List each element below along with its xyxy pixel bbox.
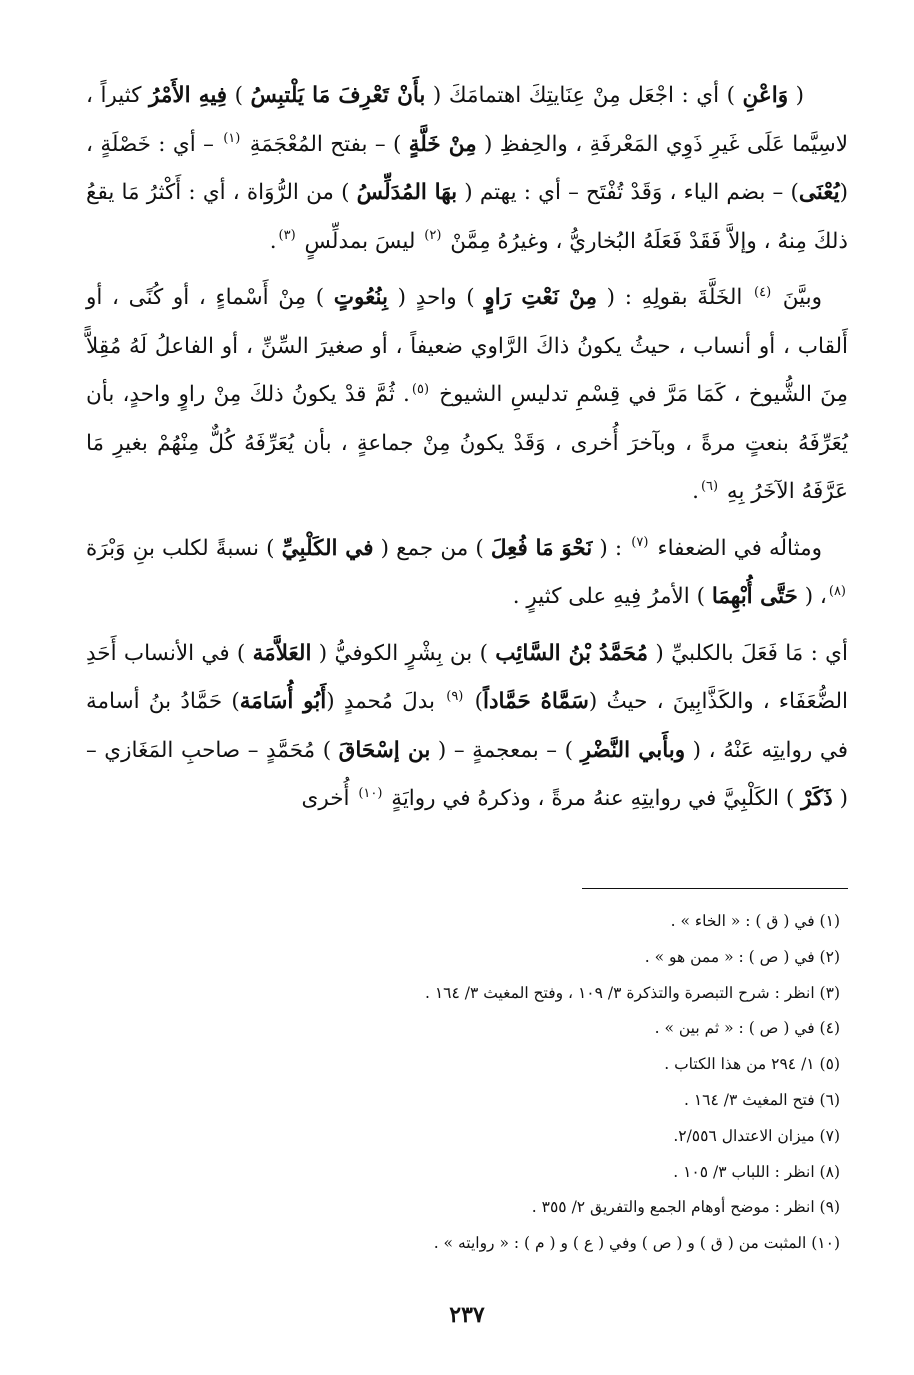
body-text: ) واحدٍ ( (388, 285, 485, 310)
body-text: وبيَّنَ (773, 285, 823, 310)
body-text: ) في الأنساب أَحَدِ الضُّعَفَاء ، والكَذَّابِينَ ، حيثُ ( (86, 640, 848, 714)
footnote-ref: (٣) (278, 228, 296, 244)
paragraph (86, 525, 848, 622)
footnote: (٣) انظر : شرح التبصرة والتذكرة ٣/ ١٠٩ ، وفتح المغيث ٣/ ١٦٤ . (425, 983, 840, 1002)
body-text: ) – بفتح المُعْجَمَةِ (242, 131, 409, 157)
paragraph (86, 72, 848, 266)
key-phrase: مِنْ خَلَّةٍ (408, 131, 477, 157)
key-phrase: بِنُعُوتٍ (333, 285, 388, 310)
footnote: (١) في ( ق ) : « الخاء » . (670, 912, 840, 930)
key-phrase: وبأَبي النَّضْرِ (580, 737, 686, 763)
body-text: . (692, 479, 699, 504)
body-text: ومثالُه في الضعفاء (650, 535, 822, 561)
body-text: أُخرى (301, 786, 357, 811)
body-text: . ثُمَّ قدْ يكونُ ذلكَ مِنْ راوٍ واحدٍ، بأن يُعَرِّفَهُ بنعتٍ مرةً ، وبآخرَ أُخرى ، وَقَدْ يكونُ مِنْ جماعةٍ ، بأن يُعَرِّفَهُ كُلٌّ مِنْهُمْ بغيرِ مَا عَرَّفَهُ الآخَرُ بِهِ (86, 382, 848, 504)
body-text: – أي : خَصْلَةٍ ، ( (86, 131, 848, 205)
footnote-ref: (١) (223, 131, 241, 147)
body-text: ) حَمَّادُ بنُ أسامة في روايتِه عَنْهُ ، ( (86, 689, 849, 763)
footnote-ref: (٩) (446, 688, 464, 704)
body-text: ) مُحَمَّدٍ – صاحبِ المَغَازي – ( (86, 737, 848, 811)
body-text: بدلَ مُحمدٍ ( (326, 689, 445, 714)
page-number: ٢٣٧ (449, 1302, 485, 1328)
footnote: (١٠) المثبت من ( ق ) و ( ص ) وفي ( ع ) و ( م ) : « روايته » . (433, 1234, 840, 1253)
body-text: كثيراً ، لاسِيَّما عَلَى غَيرِ ذَوِي المَعْرفَةِ ، والحِفظِ ( (86, 83, 848, 157)
footnote-ref: (٤) (754, 284, 772, 300)
body-text: الخَلَّةَ بقولِهِ : ( (597, 285, 752, 310)
body-text: ) من جمع ( (373, 535, 491, 561)
key-phrase: حَتَّى أُبْهِمَا (711, 584, 798, 609)
body-text: ) نسبةً لكلب بنِ وَبْرَة (86, 535, 282, 561)
key-phrase: بن إسْحَاقَ (338, 737, 431, 763)
body-text: ) أي : اجْعَل مِنْ عِنَايتِكَ اهتمامَكَ ( (425, 83, 743, 108)
footnote-ref: (١٠) (358, 785, 383, 801)
body-text: ) – بمعجمةٍ – ( (430, 737, 581, 763)
body-text: ) (465, 689, 483, 714)
main-text (86, 72, 848, 824)
footnote: (٨) انظر : اللباب ٣/ ١٠٥ . (673, 1162, 840, 1181)
footnote-ref: (٧) (631, 535, 649, 551)
key-phrase: ذَكَرْ (801, 786, 833, 811)
footnote: (٢) في ( ص ) : « ممن هو » . (644, 947, 840, 966)
body-text: ) بن بِشْرٍ الكوفيُّ ( (311, 640, 496, 666)
key-phrase: سَمَّاهُ حَمَّاداً (482, 689, 589, 714)
body-text: . (269, 228, 277, 254)
body-text: ) – بضم الياء ، وَقَدْ تُفْتَح – أي : يهتم ( (457, 180, 799, 205)
body-text: ) الأمرُ فِيهِ على كثيرٍ . (512, 584, 712, 609)
footnote-separator (582, 888, 848, 889)
body-text: : ( (592, 535, 630, 561)
footnote: (٩) انظر : موضح أوهام الجمع والتفريق ٢/ ٣٥٥ . (531, 1198, 840, 1217)
book-page (86, 72, 848, 1362)
body-text: ) مِنْ أَسْماءٍ ، أو كُنًى ، أو أَلقاب ، أو أنساب ، حيثُ يكونُ ذاكَ الرَّاوي ضعيفاً ، أو صغيرَ السِّنِّ ، أو الفاعلُ لَهُ مُقِلاًّ مِنَ الشُّيوخ ، كَمَا مَرَّ في قِسْمِ تدليسِ الشيوخ (86, 285, 848, 407)
body-text: ) (227, 83, 251, 108)
body-text: أي : مَا فَعَلَ بالكلبيِّ ( (648, 640, 848, 666)
key-phrase: أَبُو أُسَامَة (239, 689, 327, 714)
key-phrase: يُعْنَى (798, 180, 840, 205)
footnote-ref: (٢) (424, 228, 442, 244)
key-phrase: وَاعْنِ (742, 83, 789, 108)
key-phrase: مُحَمَّدُ بْنُ السَّائِب (495, 640, 649, 666)
footnote-ref: (٨) (828, 583, 846, 599)
key-phrase: في الكَلْبِيِّ (281, 535, 374, 561)
body-text: ليسَ بمدلِّسٍ (297, 228, 423, 254)
footnote: (٤) في ( ص ) : « ثم بين » . (654, 1019, 840, 1038)
key-phrase: العَلاَّمَة (252, 640, 312, 666)
body-text: ( (788, 83, 804, 108)
body-text: ، ( (797, 584, 827, 609)
paragraph (86, 630, 848, 824)
footnote-ref: (٦) (700, 478, 719, 494)
footnote: (٦) فتح المغيث ٣/ ١٦٤ . (683, 1090, 840, 1109)
key-phrase: مِنْ نَعْتِ رَاوٍ (484, 285, 598, 310)
body-text: ) من الرُّوَاة ، أي : أَكْثرُ مَا يقعُ ذلكَ مِنهُ ، وإلاَّ فَقَدْ فَعَلَهُ البُخاريُّ ، وغيرُهُ مِمَّنْ (86, 180, 848, 254)
key-phrase: نَحْوَ مَا فُعِلَ (490, 535, 593, 561)
body-text: ) الكَلْبِيَّ في روايتِهِ عنهُ مرةً ، وذكرهُ في روايَةٍ (384, 786, 802, 811)
footnote: (٧) ميزان الاعتدال ٢/٥٥٦. (673, 1126, 840, 1145)
key-phrase: فِيهِ الأَمْرُ (149, 83, 228, 108)
key-phrase: بهَا المُدَلِّسُ (356, 180, 458, 205)
footnote-ref: (٥) (411, 381, 430, 397)
key-phrase: بأَنْ تَعْرِفَ مَا يَلْتبِسُ (250, 83, 426, 108)
footnotes-list (100, 904, 840, 1262)
paragraph (86, 274, 848, 517)
footnote: (٥) ١/ ٢٩٤ من هذا الكتاب . (664, 1055, 840, 1074)
